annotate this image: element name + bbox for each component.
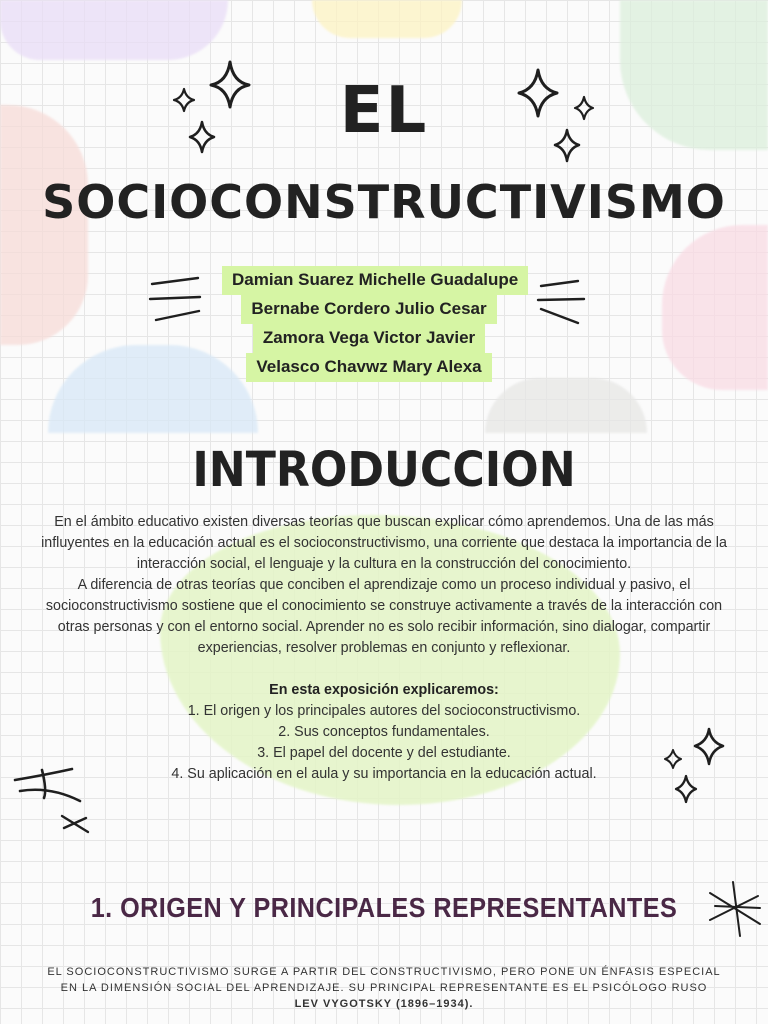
burst-lines-icon [150, 278, 200, 320]
introduction-heading: INTRODUCCION [192, 442, 576, 498]
section-body [40, 964, 728, 1012]
agenda-item: 3. El papel del docente y del estudiante. [257, 745, 511, 761]
authors-list [222, 266, 519, 382]
agenda-item: 1. El origen y los principales autores del socioconstructivismo. [187, 703, 581, 719]
author-name: Velasco Chavwz Mary Alexa [246, 353, 491, 382]
cross-doodle-icon [62, 816, 88, 832]
page-title-line2: SOCIOCONSTRUCTIVISMO [42, 175, 726, 229]
agenda-item: 4. Su aplicación en el aula y su importancia en la educación actual. [171, 766, 597, 782]
introduction-paragraph-1: En el ámbito educativo existen diversas teorías que buscan explicar cómo aprendemos. Una de las más influyentes en la educación actual es el socioconstructivismo, una corriente que destaca la importancia de la interacción social, el lenguaje y la cultura en la construcción del conocimiento. [41, 514, 727, 572]
page-title-line1: EL [339, 74, 429, 148]
agenda-heading: En esta exposición explicaremos: [269, 682, 499, 698]
section-heading: 1. ORIGEN Y PRINCIPALES REPRESENTANTES [90, 892, 678, 923]
introduction-text [40, 512, 728, 785]
author-name: Damian Suarez Michelle Guadalupe [222, 266, 528, 295]
spacer [40, 659, 728, 680]
introduction-paragraph-2: A diferencia de otras teorías que conciben el aprendizaje como un proceso individual y pasivo, el socioconstructivismo sostiene que el conocimiento se construye activamente a través de la interacción con otras personas y con el entorno social. Aprender no es solo recibir información, sino dialogar, compartir experiencias, resolver problemas en conjunto y reflexionar. [45, 577, 723, 656]
burst-lines-icon [538, 281, 584, 323]
section-body-highlight: LEV VYGOTSKY (1896–1934). [294, 998, 474, 1010]
agenda-item: 2. Sus conceptos fundamentales. [278, 724, 490, 740]
author-name: Zamora Vega Victor Javier [253, 324, 485, 353]
author-name: Bernabe Cordero Julio Cesar [241, 295, 496, 324]
section-body-text: EL SOCIOCONSTRUCTIVISMO SURGE A PARTIR DEL CONSTRUCTIVISMO, PERO PONE UN ÉNFASIS ESPECIAL EN LA DIMENSIÓN SOCIAL DEL APRENDIZAJE. SU PRINCIPAL REPRESENTANTE ES EL PSICÓLOGO RUSO [47, 966, 721, 994]
